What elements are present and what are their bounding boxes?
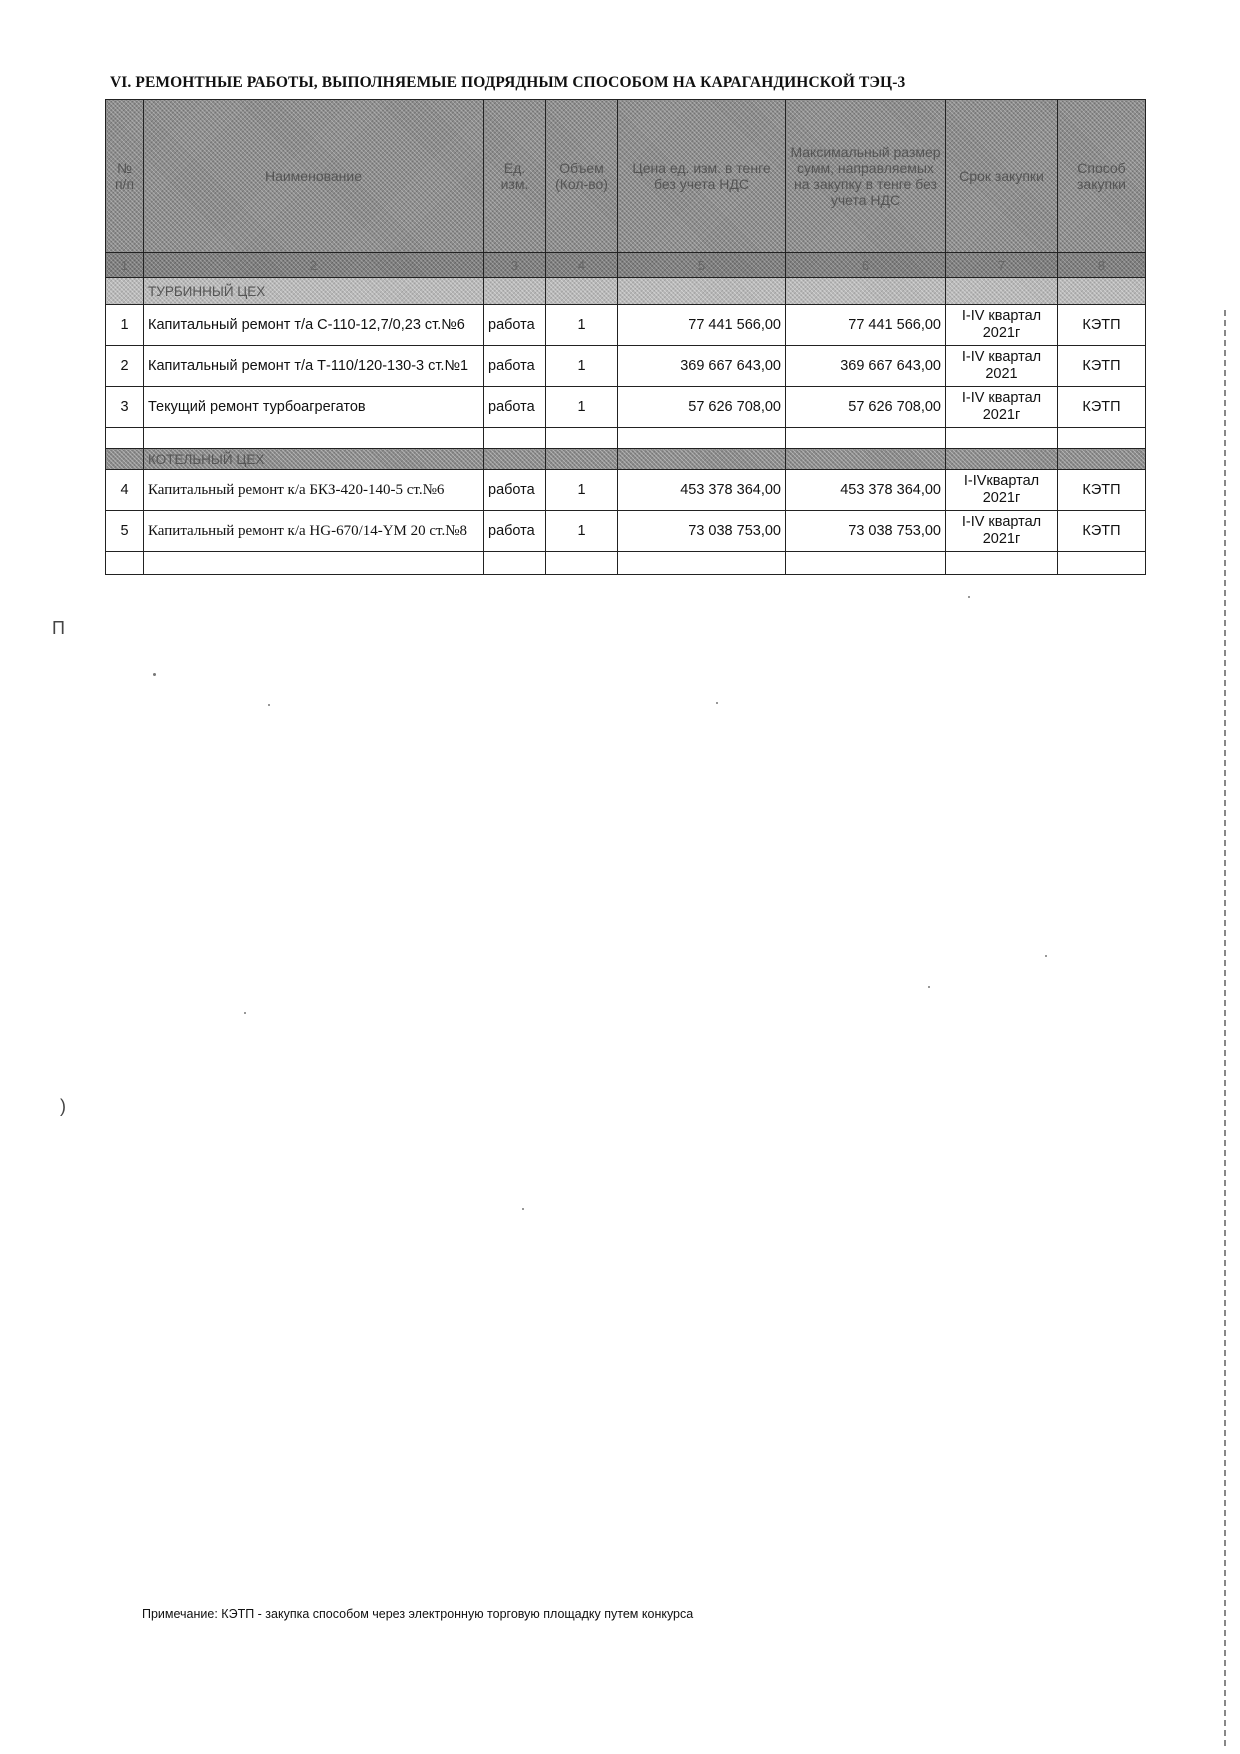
cell-name: Текущий ремонт турбоагрегатов	[144, 387, 484, 428]
header-no: № п/п	[106, 100, 144, 253]
scan-speck	[968, 596, 970, 598]
page-title: VI. РЕМОНТНЫЕ РАБОТЫ, ВЫПОЛНЯЕМЫЕ ПОДРЯДНЫМ СПОСОБОМ НА КАРАГАНДИНСКОЙ ТЭЦ-3	[110, 74, 906, 91]
cell-name: Капитальный ремонт т/а С-110-12,7/0,23 ст.№6	[144, 305, 484, 346]
cell-no: 1	[106, 305, 144, 346]
scan-speck	[244, 1012, 246, 1014]
cell-unit: работа	[484, 470, 546, 511]
cell-unit: работа	[484, 387, 546, 428]
column-number: 1	[106, 253, 144, 278]
table-header-row	[106, 100, 1146, 253]
scan-speck	[1045, 955, 1047, 957]
empty-row	[106, 552, 1146, 575]
section-row-boiler-shop	[106, 449, 1146, 470]
margin-mark: П	[52, 618, 65, 638]
scan-edge-artifact	[1224, 310, 1226, 1750]
column-number: 3	[484, 253, 546, 278]
scan-speck	[928, 986, 930, 988]
cell-method: КЭТП	[1058, 387, 1146, 428]
cell-term: I-IV квартал 2021г	[946, 305, 1058, 346]
cell-no: 2	[106, 346, 144, 387]
column-number: 8	[1058, 253, 1146, 278]
cell-max-sum: 369 667 643,00	[786, 346, 946, 387]
cell-price: 57 626 708,00	[618, 387, 786, 428]
cell-price: 369 667 643,00	[618, 346, 786, 387]
cell-qty: 1	[546, 387, 618, 428]
cell-max-sum: 57 626 708,00	[786, 387, 946, 428]
header-term: Срок закупки	[946, 100, 1058, 253]
cell-price: 77 441 566,00	[618, 305, 786, 346]
margin-mark: )	[60, 1096, 66, 1116]
header-qty: Объем (Кол-во)	[546, 100, 618, 253]
section-title: ТУРБИННЫЙ ЦЕХ	[144, 278, 484, 305]
cell-max-sum: 453 378 364,00	[786, 470, 946, 511]
column-number: 6	[786, 253, 946, 278]
table-row	[106, 346, 1146, 387]
cell-qty: 1	[546, 346, 618, 387]
cell-no: 5	[106, 511, 144, 552]
cell-qty: 1	[546, 511, 618, 552]
footnote: Примечание: КЭТП - закупка способом через электронную торговую площадку путем конкурса	[142, 1607, 694, 1621]
table-row	[106, 387, 1146, 428]
cell-method: КЭТП	[1058, 346, 1146, 387]
header-name: Наименование	[144, 100, 484, 253]
header-price: Цена ед. изм. в тенге без учета НДС	[618, 100, 786, 253]
cell-term: I-IV квартал 2021г	[946, 511, 1058, 552]
cell-name: Капитальный ремонт к/а БКЗ-420-140-5 ст.№6	[144, 470, 484, 511]
section-title: КОТЕЛЬНЫЙ ЦЕХ	[144, 449, 484, 470]
header-unit: Ед. изм.	[484, 100, 546, 253]
column-number-row	[106, 253, 1146, 278]
cell-method: КЭТП	[1058, 511, 1146, 552]
scan-speck	[522, 1208, 524, 1210]
table-row	[106, 305, 1146, 346]
cell-name: Капитальный ремонт т/а Т-110/120-130-3 ст.№1	[144, 346, 484, 387]
cell-term: I-IVквартал 2021г	[946, 470, 1058, 511]
cell-name: Капитальный ремонт к/а HG-670/14-YM 20 ст.№8	[144, 511, 484, 552]
table-row	[106, 470, 1146, 511]
scan-speck	[153, 673, 156, 676]
cell-no: 4	[106, 470, 144, 511]
column-number: 2	[144, 253, 484, 278]
cell-max-sum: 73 038 753,00	[786, 511, 946, 552]
cell-qty: 1	[546, 470, 618, 511]
empty-row	[106, 428, 1146, 449]
cell-unit: работа	[484, 511, 546, 552]
section-row-turbine-shop	[106, 278, 1146, 305]
cell-unit: работа	[484, 346, 546, 387]
cell-term: I-IV квартал 2021г	[946, 387, 1058, 428]
repair-works-table	[105, 99, 1146, 575]
cell-term: I-IV квартал 2021	[946, 346, 1058, 387]
column-number: 4	[546, 253, 618, 278]
cell-no: 3	[106, 387, 144, 428]
column-number: 7	[946, 253, 1058, 278]
cell-method: КЭТП	[1058, 305, 1146, 346]
column-number: 5	[618, 253, 786, 278]
table-row	[106, 511, 1146, 552]
scan-speck	[716, 702, 718, 704]
cell-price: 453 378 364,00	[618, 470, 786, 511]
scan-speck	[268, 704, 270, 706]
cell-unit: работа	[484, 305, 546, 346]
header-method: Способ закупки	[1058, 100, 1146, 253]
cell-method: КЭТП	[1058, 470, 1146, 511]
header-max-sum: Максимальный размер сумм, направляемых на закупку в тенге без учета НДС	[786, 100, 946, 253]
cell-qty: 1	[546, 305, 618, 346]
cell-max-sum: 77 441 566,00	[786, 305, 946, 346]
cell-price: 73 038 753,00	[618, 511, 786, 552]
